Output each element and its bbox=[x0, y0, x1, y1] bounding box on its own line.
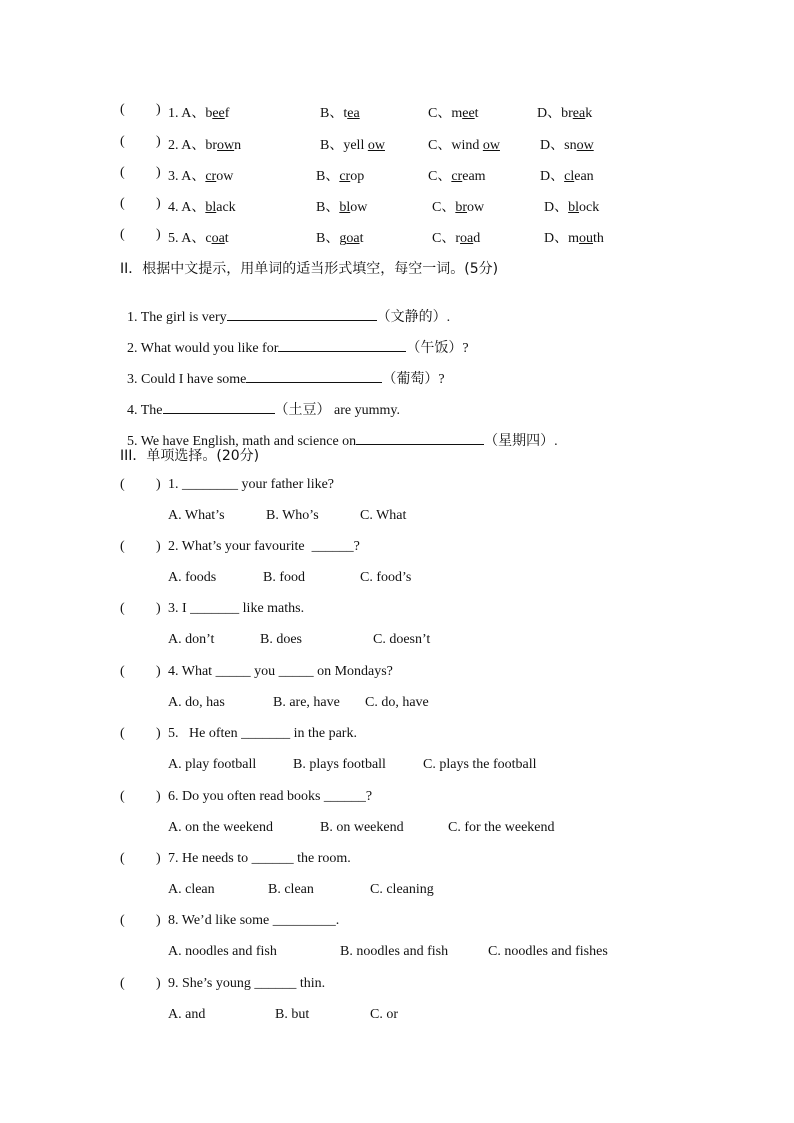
option-a[interactable]: A. clean bbox=[168, 882, 215, 897]
option-b-label: B、 bbox=[316, 200, 340, 215]
underlined-letters: ee bbox=[212, 106, 225, 121]
underlined-letters: ow bbox=[367, 138, 385, 153]
option-b[interactable]: B. Who’s bbox=[266, 508, 319, 523]
answer-paren-close: ) bbox=[156, 976, 161, 991]
option-c-label: C、 bbox=[428, 106, 452, 121]
option-d-label: D、 bbox=[544, 231, 569, 246]
option-a-label: 2. A、 bbox=[168, 138, 206, 153]
option-c-label: C、 bbox=[432, 231, 456, 246]
section3-title: III．单项选择。(20分) bbox=[120, 448, 260, 464]
option-b[interactable]: B. on weekend bbox=[320, 820, 404, 835]
underlined-letters: ow bbox=[576, 138, 594, 153]
answer-paren-close: ) bbox=[156, 664, 161, 679]
chinese-hint: （葡萄） bbox=[382, 371, 439, 387]
word-part: d bbox=[473, 231, 481, 246]
chinese-hint: （星期四） bbox=[484, 433, 555, 449]
question-text: 5. We have English, math and science on bbox=[127, 434, 357, 449]
answer-paren-close: ) bbox=[156, 134, 161, 149]
word-part: sn bbox=[564, 138, 577, 153]
chinese-hint: （文静的） bbox=[376, 309, 447, 325]
option-b[interactable]: B. clean bbox=[268, 882, 314, 897]
word-part: ack bbox=[216, 200, 236, 215]
word-part: g bbox=[339, 231, 347, 246]
option-a[interactable]: A. don’t bbox=[168, 632, 215, 647]
question-text: 6. Do you often read books ______? bbox=[168, 789, 373, 804]
option-c-label: C、 bbox=[428, 169, 452, 184]
answer-paren-open[interactable]: ( bbox=[120, 165, 125, 180]
answer-paren-open[interactable]: ( bbox=[120, 664, 125, 679]
word-part: ow bbox=[216, 169, 234, 184]
option-a[interactable]: A. do, has bbox=[168, 695, 225, 710]
answer-paren-open[interactable]: ( bbox=[120, 227, 125, 242]
underlined-letters: br bbox=[455, 200, 468, 215]
option-b[interactable]: B. noodles and fish bbox=[340, 944, 449, 959]
underlined-letters: bl bbox=[568, 200, 580, 215]
answer-blank[interactable] bbox=[356, 430, 380, 445]
question-text: 9. She’s young ______ thin. bbox=[168, 976, 326, 991]
chinese-hint: （午饭） bbox=[406, 340, 463, 356]
word-part: m bbox=[568, 231, 580, 246]
option-b[interactable]: B. plays football bbox=[293, 757, 386, 772]
underlined-letters: cr bbox=[451, 169, 463, 184]
question-text: 4. The bbox=[127, 403, 163, 418]
answer-paren-close: ) bbox=[156, 102, 161, 117]
option-a-label: 3. A、 bbox=[168, 169, 206, 184]
option-d-label: D、 bbox=[544, 200, 569, 215]
option-c-label: C、 bbox=[428, 138, 452, 153]
underlined-letters: cl bbox=[564, 169, 575, 184]
word-part: th bbox=[593, 231, 604, 246]
option-a[interactable]: A. foods bbox=[168, 570, 217, 585]
word-part: br bbox=[561, 106, 573, 121]
question-text: 7. He needs to ______ the room. bbox=[168, 851, 351, 866]
underlined-letters: ou bbox=[579, 231, 594, 246]
option-c[interactable]: C. or bbox=[370, 1007, 398, 1022]
option-b-label: B、 bbox=[316, 169, 340, 184]
question-text: 2. What’s your favourite ______? bbox=[168, 539, 360, 554]
word-part: br bbox=[205, 138, 218, 153]
word-part: f bbox=[224, 106, 230, 121]
option-a[interactable]: A. and bbox=[168, 1007, 206, 1022]
answer-paren-close: ) bbox=[156, 851, 161, 866]
option-c[interactable]: C. plays the football bbox=[423, 757, 537, 772]
option-b[interactable]: B. are, have bbox=[273, 695, 340, 710]
word-part: wind bbox=[451, 138, 483, 153]
answer-paren-open[interactable]: ( bbox=[120, 851, 125, 866]
underlined-letters: ow bbox=[217, 138, 235, 153]
option-d-label: D、 bbox=[537, 106, 562, 121]
answer-blank[interactable] bbox=[278, 337, 406, 352]
option-c[interactable]: C. for the weekend bbox=[448, 820, 555, 835]
answer-paren-close: ) bbox=[156, 165, 161, 180]
underlined-letters: bl bbox=[339, 200, 351, 215]
question-text: 3. I _______ like maths. bbox=[168, 601, 305, 616]
answer-paren-open[interactable]: ( bbox=[120, 134, 125, 149]
answer-blank[interactable] bbox=[246, 368, 382, 383]
underlined-letters: cr bbox=[205, 169, 217, 184]
word-part: n bbox=[234, 138, 242, 153]
answer-paren-open[interactable]: ( bbox=[120, 539, 125, 554]
option-a-label: 4. A、 bbox=[168, 200, 206, 215]
word-part: ow bbox=[350, 200, 368, 215]
option-c-label: C、 bbox=[432, 200, 456, 215]
option-c[interactable]: C. What bbox=[360, 508, 407, 523]
answer-paren-close: ) bbox=[156, 726, 161, 741]
answer-paren-open[interactable]: ( bbox=[120, 196, 125, 211]
word-part: eam bbox=[462, 169, 486, 184]
question-text: 3. Could I have some bbox=[127, 372, 247, 387]
underlined-letters: cr bbox=[339, 169, 351, 184]
option-a-label: 1. A、 bbox=[168, 106, 206, 121]
option-a[interactable]: A. play football bbox=[168, 757, 257, 772]
option-c[interactable]: C. do, have bbox=[365, 695, 429, 710]
underlined-letters: oa bbox=[211, 231, 225, 246]
answer-paren-close: ) bbox=[156, 601, 161, 616]
option-d-label: D、 bbox=[540, 138, 565, 153]
word-part: t bbox=[224, 231, 229, 246]
question-text: 2. What would you like for bbox=[127, 341, 279, 356]
answer-paren-open[interactable]: ( bbox=[120, 976, 125, 991]
punctuation: . bbox=[446, 310, 451, 325]
option-c[interactable]: C. cleaning bbox=[370, 882, 434, 897]
answer-paren-close: ) bbox=[156, 196, 161, 211]
underlined-letters: ea bbox=[347, 106, 360, 121]
word-part: t bbox=[359, 231, 364, 246]
option-b[interactable]: B. but bbox=[275, 1007, 310, 1022]
answer-paren-close: ) bbox=[156, 789, 161, 804]
underlined-letters: oa bbox=[460, 231, 474, 246]
question-text-end: are yummy. bbox=[330, 403, 400, 418]
option-a[interactable]: A. What’s bbox=[168, 508, 225, 523]
option-b-label: B、 bbox=[316, 231, 340, 246]
underlined-letters: ow bbox=[482, 138, 500, 153]
question-text: 8. We’d like some _________. bbox=[168, 913, 340, 928]
word-part: op bbox=[350, 169, 365, 184]
punctuation: ? bbox=[438, 372, 445, 387]
option-c[interactable]: C. food’s bbox=[360, 570, 412, 585]
answer-paren-open[interactable]: ( bbox=[120, 913, 125, 928]
word-part: r bbox=[455, 231, 461, 246]
option-d-label: D、 bbox=[540, 169, 565, 184]
option-c[interactable]: C. noodles and fishes bbox=[488, 944, 608, 959]
option-b[interactable]: B. food bbox=[263, 570, 305, 585]
word-part: ock bbox=[579, 200, 600, 215]
answer-paren-close: ) bbox=[156, 913, 161, 928]
answer-paren-close: ) bbox=[156, 539, 161, 554]
answer-blank[interactable] bbox=[380, 430, 484, 445]
word-part: ow bbox=[467, 200, 485, 215]
punctuation: . bbox=[554, 434, 558, 449]
word-part: k bbox=[585, 106, 593, 121]
answer-paren-open[interactable]: ( bbox=[120, 789, 125, 804]
option-a-label: 5. A、 bbox=[168, 231, 206, 246]
option-c[interactable]: C. doesn’t bbox=[373, 632, 431, 647]
word-part: ean bbox=[574, 169, 594, 184]
option-b[interactable]: B. does bbox=[260, 632, 302, 647]
word-part: m bbox=[451, 106, 463, 121]
question-text: 1. The girl is very bbox=[127, 310, 227, 325]
answer-paren-close: ) bbox=[156, 227, 161, 242]
underlined-letters: ea bbox=[572, 106, 586, 121]
word-part: b bbox=[205, 106, 213, 121]
answer-paren-open[interactable]: ( bbox=[120, 726, 125, 741]
punctuation: ? bbox=[462, 341, 469, 356]
question-text: 5. He often _______ in the park. bbox=[168, 726, 357, 741]
word-part: yell bbox=[343, 138, 368, 153]
answer-paren-close: ) bbox=[156, 477, 161, 492]
answer-paren-open[interactable]: ( bbox=[120, 477, 125, 492]
word-part: c bbox=[205, 231, 212, 246]
answer-blank[interactable] bbox=[163, 399, 275, 414]
underlined-letters: bl bbox=[205, 200, 217, 215]
option-b-label: B、 bbox=[320, 138, 344, 153]
section2-title: II．根据中文提示，用单词的适当形式填空，每空一词。(5分) bbox=[120, 261, 499, 277]
word-part: t bbox=[343, 106, 348, 121]
question-text: 1. ________ your father like? bbox=[168, 477, 335, 492]
answer-blank[interactable] bbox=[227, 306, 377, 321]
question-text: 4. What _____ you _____ on Mondays? bbox=[168, 664, 393, 679]
chinese-hint: （土豆） bbox=[274, 402, 331, 418]
option-a[interactable]: A. on the weekend bbox=[168, 820, 273, 835]
option-b-label: B、 bbox=[320, 106, 344, 121]
answer-paren-open[interactable]: ( bbox=[120, 601, 125, 616]
underlined-letters: ee bbox=[462, 106, 475, 121]
underlined-letters: oa bbox=[346, 231, 360, 246]
word-part: t bbox=[474, 106, 479, 121]
option-a[interactable]: A. noodles and fish bbox=[168, 944, 277, 959]
answer-paren-open[interactable]: ( bbox=[120, 102, 125, 117]
